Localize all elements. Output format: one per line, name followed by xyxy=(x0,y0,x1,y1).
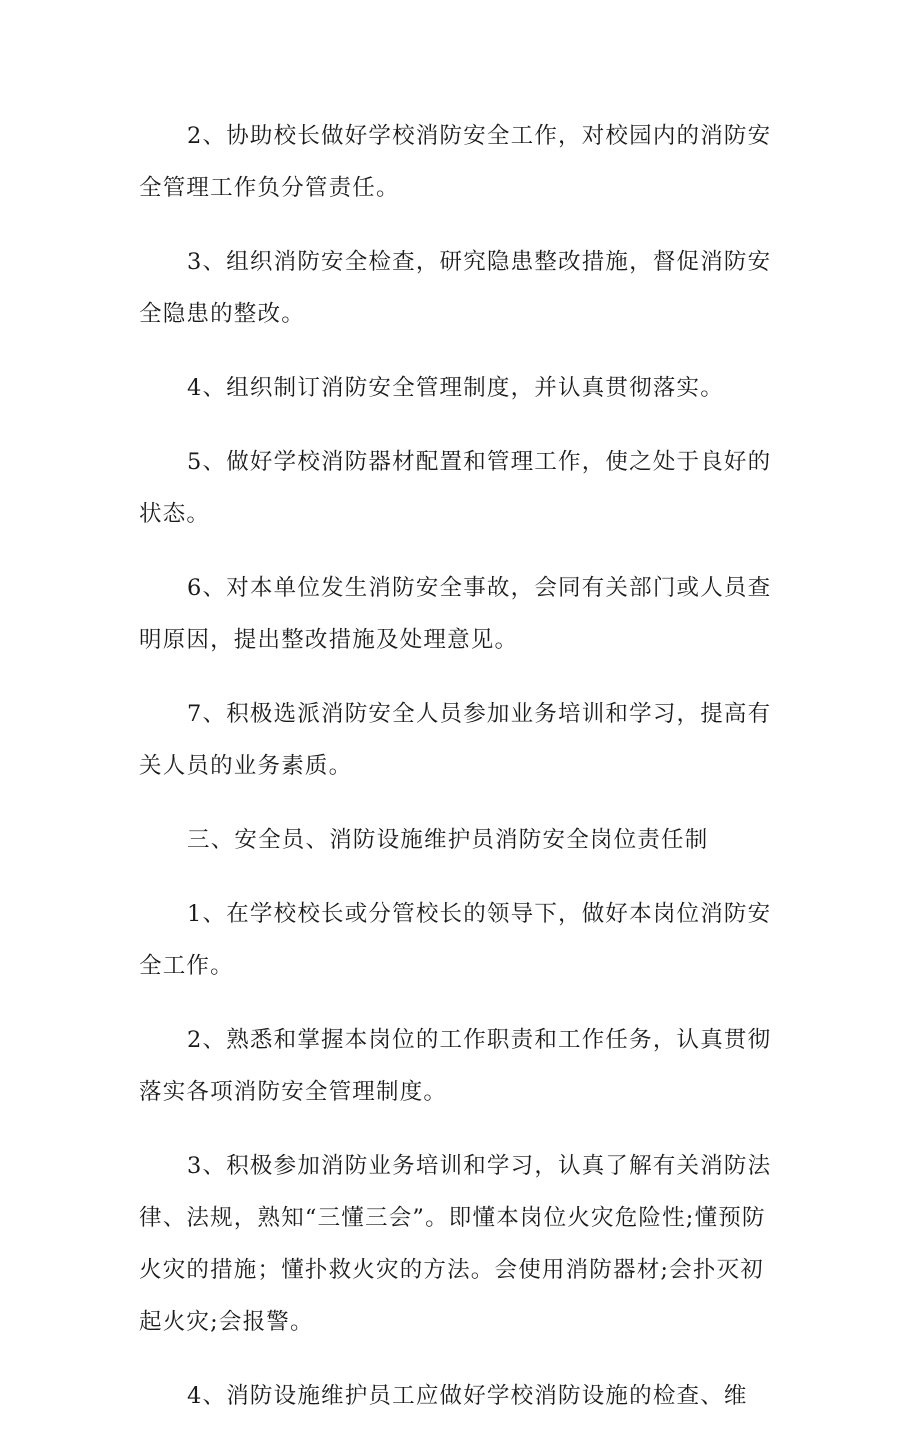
paragraph-section3-item-4: 4、消防设施维护员工应做好学校消防设施的检查、维 xyxy=(187,1383,748,1409)
document-body xyxy=(139,110,784,1444)
paragraph-section3-item-1: 1、在学校校长或分管校长的领导下，做好本岗位消防安全工作。 xyxy=(139,901,772,979)
paragraph-item-6: 6、对本单位发生消防安全事故，会同有关部门或人员查明原因，提出整改措施及处理意见。 xyxy=(139,575,772,653)
paragraph-item-2: 2、协助校长做好学校消防安全工作，对校园内的消防安全管理工作负分管责任。 xyxy=(139,123,772,201)
paragraph-section3-item-3: 3、积极参加消防业务培训和学习，认真了解有关消防法律、法规，熟知“三懂三会”。即懂本岗位火灾危险性;懂预防火灾的措施；懂扑救火灾的方法。会使用消防器材;会扑灭初起火灾;会报警。 xyxy=(139,1153,772,1335)
section-heading-three: 三、安全员、消防设施维护员消防安全岗位责任制 xyxy=(187,827,709,853)
paragraph-section3-item-2: 2、熟悉和掌握本岗位的工作职责和工作任务，认真贯彻落实各项消防安全管理制度。 xyxy=(139,1027,772,1105)
paragraph-item-7: 7、积极选派消防安全人员参加业务培训和学习，提高有关人员的业务素质。 xyxy=(139,701,772,779)
paragraph-item-3: 3、组织消防安全检查，研究隐患整改措施，督促消防安全隐患的整改。 xyxy=(139,249,772,327)
paragraph-item-5: 5、做好学校消防器材配置和管理工作，使之处于良好的状态。 xyxy=(139,449,772,527)
paragraph-item-4: 4、组织制订消防安全管理制度，并认真贯彻落实。 xyxy=(187,375,724,401)
